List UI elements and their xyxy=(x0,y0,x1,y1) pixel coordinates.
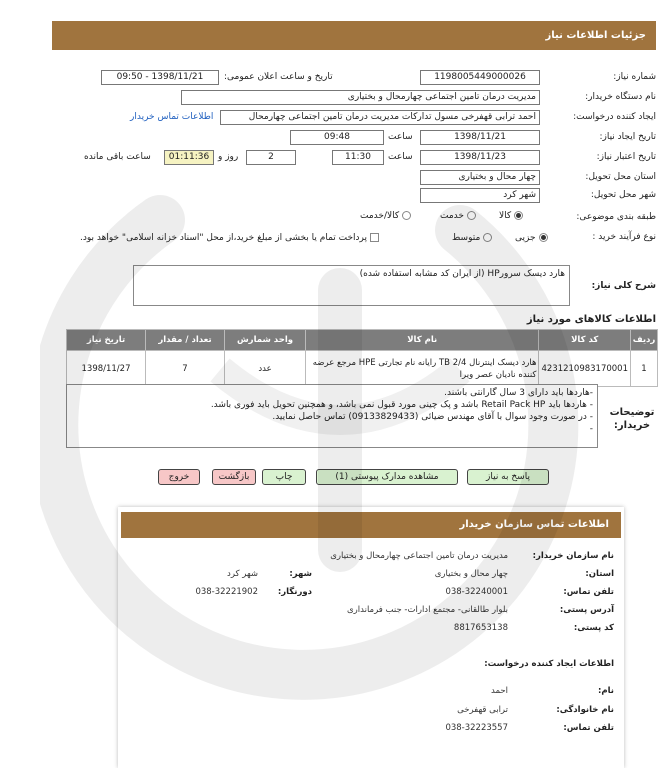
col-qty-header: تعداد / مقدار xyxy=(146,330,225,351)
contact-phone-label: تلفن تماس: xyxy=(563,587,614,597)
col-unit-header: واحد شمارش xyxy=(225,330,306,351)
cell-row: 1 xyxy=(631,351,658,387)
print-button[interactable]: چاپ xyxy=(262,469,306,485)
city-label: شهر محل تحویل: xyxy=(590,190,656,200)
radio-selected-icon[interactable] xyxy=(514,211,523,220)
remaining-time-field: 01:11:36 xyxy=(164,150,214,165)
radio-icon[interactable] xyxy=(467,211,476,220)
process-option-small[interactable]: جزیی xyxy=(515,233,548,243)
need-number-label: شماره نیاز: xyxy=(613,72,656,82)
category-option-both[interactable]: کالا/خدمت xyxy=(360,211,411,221)
contact-panel xyxy=(118,507,624,768)
radio-icon[interactable] xyxy=(483,233,492,242)
create-time-field: 09:48 xyxy=(290,130,384,145)
contact-province-value: چهار محال و بختیاری xyxy=(434,569,508,579)
cell-qty: 7 xyxy=(146,351,225,387)
notes-textarea[interactable] xyxy=(66,384,598,448)
category-option-service[interactable]: خدمت xyxy=(440,211,476,221)
contact-city-label: شهر: xyxy=(289,569,312,579)
cell-code: 4231210983170001 xyxy=(539,351,631,387)
note-line: - در صورت وجود سوال با آقای مهندس ضیائی (09133829433) تماس حاصل نمایید. xyxy=(272,412,593,422)
note-line: - هاردها باید Retail Pack HP باشد و پک چینی مورد قبول نمی باشد، و همچنین تحویل باید فوری باشد. xyxy=(210,400,593,410)
creator-phone-label: تلفن تماس: xyxy=(563,723,614,733)
creator-phone-value: 038-32223557 xyxy=(445,723,508,733)
category-label: طبقه بندی موضوعی: xyxy=(576,212,656,222)
valid-date-label: تاریخ اعتبار نیاز: xyxy=(596,152,656,162)
days-label: روز و xyxy=(218,152,239,162)
items-table xyxy=(66,329,658,387)
contact-org-label: نام سازمان خریدار: xyxy=(532,551,614,561)
attachments-button[interactable]: مشاهده مدارک پیوستی (1) xyxy=(316,469,458,485)
notes-label: توضیحات خریدار: xyxy=(609,407,655,431)
valid-time-label: ساعت xyxy=(388,152,413,162)
note-line: - xyxy=(589,424,593,434)
contact-address-value: بلوار طالقانی- مجتمع ادارات- جنب فرمانداری xyxy=(347,605,508,615)
contact-province-label: استان: xyxy=(585,569,614,579)
create-date-field: 1398/11/21 xyxy=(420,130,540,145)
contact-org-value: مدیریت درمان تامین اجتماعی چهارمحال و بختیاری xyxy=(330,551,508,561)
contact-address-label: آدرس پستی: xyxy=(559,605,614,615)
create-date-label: تاریخ ایجاد نیاز: xyxy=(599,132,656,142)
province-label: استان محل تحویل: xyxy=(585,172,656,182)
items-header-row xyxy=(67,330,658,351)
cell-date: 1398/11/27 xyxy=(67,351,146,387)
checkbox-icon[interactable] xyxy=(370,233,379,242)
reply-button[interactable]: پاسخ به نیاز xyxy=(467,469,549,485)
table-row xyxy=(67,351,658,387)
remaining-label: ساعت باقی مانده xyxy=(84,152,151,162)
days-field: 2 xyxy=(246,150,296,165)
contact-phone-value: 038-32240001 xyxy=(445,587,508,597)
contact-fax-value: 038-32221902 xyxy=(195,587,258,597)
contact-postal-value: 8817653138 xyxy=(453,623,508,633)
need-number-field: 1198005449000026 xyxy=(420,70,540,85)
summary-textarea[interactable]: هارد دیسک سرورHP (از ایران کد مشابه استفاده شده) xyxy=(133,265,570,306)
exit-button[interactable]: خروج xyxy=(158,469,200,485)
contact-panel-title: اطلاعات تماس سازمان خریدار xyxy=(121,512,621,538)
process-label: نوع فرآیند خرید : xyxy=(592,232,656,242)
col-row-header: ردیف xyxy=(631,330,658,351)
process-option-medium[interactable]: متوسط xyxy=(452,233,492,243)
creator-field: احمد ترابی قهفرخی مسول تدارکات مدیریت درمان تامین اجتماعی چهارمحال xyxy=(220,110,540,125)
creator-label: ایجاد کننده درخواست: xyxy=(573,112,656,122)
contact-fax-label: دورنگار: xyxy=(277,587,312,597)
page-header: جزئیات اطلاعات نیاز xyxy=(52,21,656,50)
back-button[interactable]: بازگشت xyxy=(212,469,256,485)
col-code-header: کد کالا xyxy=(539,330,631,351)
creator-name-label: نام: xyxy=(597,686,614,696)
buyer-org-field: مدیریت درمان تامین اجتماعی چهارمحال و بختیاری xyxy=(181,90,540,105)
creator-family-label: نام خانوادگی: xyxy=(556,705,614,715)
creator-family-value: ترابی قهفرخی xyxy=(457,705,508,715)
buyer-org-label: نام دستگاه خریدار: xyxy=(585,92,656,102)
contact-postal-label: کد پستی: xyxy=(573,623,614,633)
category-option-goods[interactable]: کالا xyxy=(499,211,523,221)
valid-time-field: 11:30 xyxy=(332,150,384,165)
cell-unit: عدد xyxy=(225,351,306,387)
province-field: چهار محال و بختیاری xyxy=(420,170,540,185)
city-field: شهر کرد xyxy=(420,188,540,203)
create-time-label: ساعت xyxy=(388,132,413,142)
summary-label: شرح کلی نیاز: xyxy=(591,281,656,291)
cell-name: هارد دیسک اینترنال TB 2/4 رایانه نام تجارتی HPE مرجع عرضه کننده نادیان عصر ویرا xyxy=(306,351,539,387)
valid-date-field: 1398/11/23 xyxy=(420,150,540,165)
contact-city-value: شهر کرد xyxy=(227,569,258,579)
col-date-header: تاریخ نیاز xyxy=(67,330,146,351)
note-line: -هاردها باید دارای 3 سال گارانتی باشند. xyxy=(444,388,593,398)
items-title: اطلاعات کالاهای مورد نیاز xyxy=(526,314,656,325)
buyer-contact-link[interactable]: اطلاعات تماس خریدار xyxy=(130,112,214,122)
announce-field: 1398/11/21 - 09:50 xyxy=(101,70,219,85)
radio-icon[interactable] xyxy=(402,211,411,220)
creator-info-title: اطلاعات ایجاد کننده درخواست: xyxy=(484,659,614,669)
payment-option[interactable]: پرداخت تمام یا بخشی از مبلغ خرید،از محل "اسناد خزانه اسلامی" خواهد بود. xyxy=(80,233,379,243)
col-name-header: نام کالا xyxy=(306,330,539,351)
radio-selected-icon[interactable] xyxy=(539,233,548,242)
announce-label: تاریخ و ساعت اعلان عمومی: xyxy=(224,72,333,82)
creator-name-value: احمد xyxy=(491,686,508,696)
